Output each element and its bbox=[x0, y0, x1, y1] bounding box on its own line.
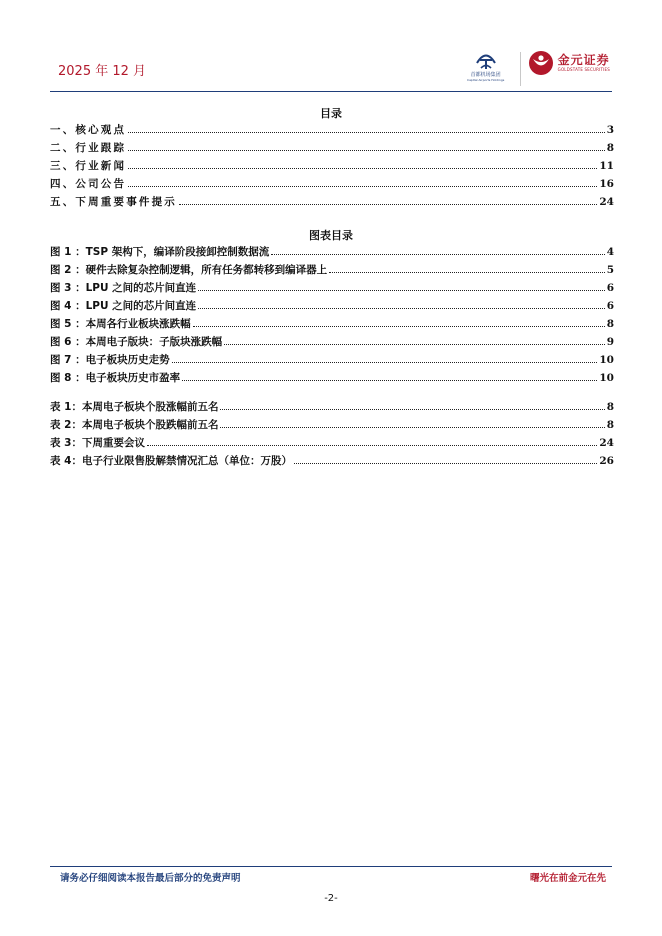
figure-item-page: 4 bbox=[606, 246, 614, 258]
figure-item-page: 10 bbox=[599, 372, 614, 384]
leader-dots bbox=[198, 280, 605, 291]
toc-item-label: 四、公司公告 bbox=[50, 178, 127, 190]
figure-item-page: 9 bbox=[606, 336, 614, 348]
table-item-label: 表 3：下周重要会议 bbox=[50, 437, 145, 449]
toc-item-label: 二、行业跟踪 bbox=[50, 142, 127, 154]
figure-item-page: 5 bbox=[606, 264, 614, 276]
figure-item-label: 图 5 ：本周各行业板块涨跌幅 bbox=[50, 318, 191, 330]
leader-dots bbox=[128, 122, 604, 133]
toc-item-page: 24 bbox=[599, 196, 614, 208]
leader-dots bbox=[198, 298, 605, 309]
leader-dots bbox=[329, 262, 605, 273]
table-item-page: 26 bbox=[599, 455, 614, 467]
figure-item-label: 图 6 ：本周电子版块：子版块涨跌幅 bbox=[50, 336, 223, 348]
figure-list bbox=[50, 243, 614, 387]
logo-divider bbox=[520, 52, 521, 86]
capital-logo-cn: 首都机场集团 bbox=[470, 72, 501, 78]
leader-dots bbox=[172, 352, 598, 363]
table-item-page: 8 bbox=[606, 419, 614, 431]
report-date: 2025 年 12 月 bbox=[58, 64, 147, 79]
leader-dots bbox=[147, 435, 597, 446]
figure-item-page: 6 bbox=[606, 282, 614, 294]
leader-dots bbox=[220, 399, 604, 410]
goldstate-logo-en: GOLDSTATE SECURITIES bbox=[557, 67, 610, 72]
figure-item[interactable] bbox=[50, 333, 614, 351]
leader-dots bbox=[224, 334, 605, 345]
leader-dots bbox=[220, 417, 604, 428]
toc-list bbox=[50, 121, 614, 211]
leader-dots bbox=[294, 453, 597, 464]
table-item[interactable] bbox=[50, 398, 614, 416]
toc-item[interactable] bbox=[50, 121, 614, 139]
toc-item-label: 一、核心观点 bbox=[50, 124, 127, 136]
figure-item[interactable] bbox=[50, 297, 614, 315]
footer-disclaimer: 请务必仔细阅读本报告最后部分的免责声明 bbox=[60, 873, 241, 884]
figure-item-label: 图 8 ：电子板块历史市盈率 bbox=[50, 372, 181, 384]
table-item[interactable] bbox=[50, 434, 614, 452]
table-list bbox=[50, 398, 614, 470]
figure-item-page: 6 bbox=[606, 300, 614, 312]
footer-rule bbox=[50, 866, 612, 867]
figure-item-label: 图 3 ：LPU 之间的芯片间直连 bbox=[50, 282, 197, 294]
toc-item-page: 8 bbox=[606, 142, 614, 154]
figure-item[interactable] bbox=[50, 279, 614, 297]
table-item-label: 表 4：电子行业限售股解禁情况汇总（单位：万股） bbox=[50, 455, 292, 467]
figure-item[interactable] bbox=[50, 369, 614, 387]
toc-item[interactable] bbox=[50, 193, 614, 211]
toc-item-page: 16 bbox=[599, 178, 614, 190]
leader-dots bbox=[182, 370, 597, 381]
toc-item[interactable] bbox=[50, 175, 614, 193]
toc-item-label: 三、行业新闻 bbox=[50, 160, 127, 172]
table-item-label: 表 1：本周电子板块个股涨幅前五名 bbox=[50, 401, 219, 413]
leader-dots bbox=[128, 158, 597, 169]
footer-slogan: 曙光在前金元在先 bbox=[529, 873, 606, 884]
table-item[interactable] bbox=[50, 416, 614, 434]
table-item[interactable] bbox=[50, 452, 614, 470]
header-logos bbox=[459, 50, 610, 90]
table-item-label: 表 2：本周电子板块个股跌幅前五名 bbox=[50, 419, 219, 431]
toc-item[interactable] bbox=[50, 157, 614, 175]
leader-dots bbox=[128, 176, 597, 187]
toc-item[interactable] bbox=[50, 139, 614, 157]
figure-item[interactable] bbox=[50, 351, 614, 369]
capital-logo-en: Capital Airports Holdings bbox=[467, 78, 505, 82]
capital-airports-logo bbox=[459, 50, 513, 82]
goldstate-emblem-icon bbox=[528, 50, 554, 76]
figure-item-label: 图 1 ：TSP 架构下，编译阶段接卸控制数据流 bbox=[50, 246, 270, 258]
figure-item[interactable] bbox=[50, 261, 614, 279]
figure-item[interactable] bbox=[50, 243, 614, 261]
toc-title: 目录 bbox=[320, 107, 342, 120]
figure-item-label: 图 4 ：LPU 之间的芯片间直连 bbox=[50, 300, 197, 312]
figures-title: 图表目录 bbox=[309, 229, 353, 242]
leader-dots bbox=[179, 194, 597, 205]
toc-item-page: 11 bbox=[599, 160, 614, 172]
figure-item-label: 图 2 ：硬件去除复杂控制逻辑，所有任务都转移到编译器上 bbox=[50, 264, 328, 276]
figure-item[interactable] bbox=[50, 315, 614, 333]
leader-dots bbox=[271, 244, 604, 255]
table-item-page: 8 bbox=[606, 401, 614, 413]
leader-dots bbox=[128, 140, 604, 151]
capital-airports-emblem-icon bbox=[475, 50, 497, 70]
goldstate-logo bbox=[528, 50, 610, 76]
table-item-page: 24 bbox=[599, 437, 614, 449]
toc-item-page: 3 bbox=[606, 124, 614, 136]
page-number: -2- bbox=[324, 893, 338, 904]
goldstate-logo-cn: 金元证券 bbox=[557, 53, 610, 67]
leader-dots bbox=[193, 316, 605, 327]
figure-item-page: 10 bbox=[599, 354, 614, 366]
toc-item-label: 五、下周重要事件提示 bbox=[50, 196, 177, 208]
figure-item-page: 8 bbox=[606, 318, 614, 330]
figure-item-label: 图 7 ：电子板块历史走势 bbox=[50, 354, 170, 366]
header-rule bbox=[50, 91, 612, 92]
